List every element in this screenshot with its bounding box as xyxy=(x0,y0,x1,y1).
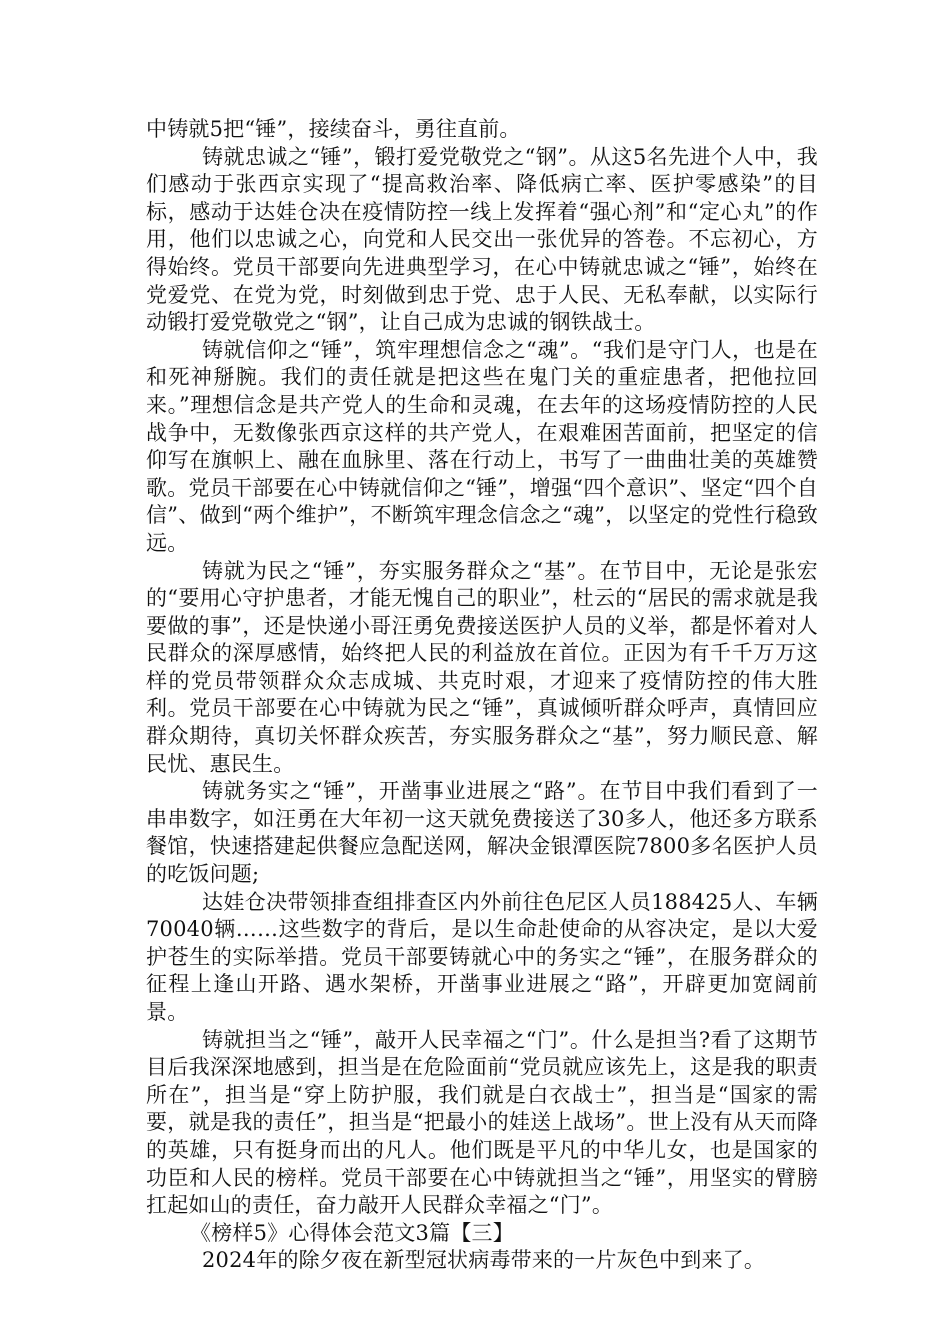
paragraph-dawa-cangjue: 达娃仓决带领排查组排查区内外前往色尼区人员188425人、车辆70040辆……这些数字的背后，是以生命赴使命的从容决定，是以大爱护苍生的实际举措。党员干部要铸就心中的务实之“锤”，在服务群众的征程上逢山开路、遇水架桥，开凿事业进展之“路”，开辟更加宽阔前景。 xyxy=(146,889,818,1024)
paragraph-pragmatic: 铸就务实之“锤”，开凿事业进展之“路”。在节目中我们看到了一串串数字，如汪勇在大年初一这天就免费接送了30多人，他还多方联系餐馆，快速搭建起供餐应急配送网，解决金银潭医院7800多名医护人员的吃饭问题; xyxy=(146,779,818,887)
document-body xyxy=(146,116,818,1275)
paragraph-continuation: 中铸就5把“锤”，接续奋斗，勇往直前。 xyxy=(146,117,521,141)
paragraph-serve-people: 铸就为民之“锤”，夯实服务群众之“基”。在节目中，无论是张宏的“要用心守护患者，才能无愧自己的职业”，杜云的“居民的需求就是我要做的事”，还是快递小哥汪勇免费接送医护人员的义举，都是怀着对人民群众的深厚感情，始终把人民的利益放在首位。正因为有千千万万这样的党员带领群众众志成城、共克时艰，才迎来了疫情防控的伟大胜利。党员干部要在心中铸就为民之“锤”，真诚倾听群众呼声，真情回应群众期待，真切关怀群众疾苦，夯实服务群众之“基”，努力顺民意、解民忧、惠民生。 xyxy=(146,558,818,776)
paragraph-responsibility: 铸就担当之“锤”，敲开人民幸福之“门”。什么是担当?看了这期节目后我深深地感到，担当是在危险面前“党员就应该先上，这是我的职责所在”，担当是“穿上防护服，我们就是白衣战士”，担当是“国家的需要，就是我的责任”，担当是“把最小的娃送上战场”。世上没有从天而降的英雄，只有挺身而出的凡人。他们既是平凡的中华儿女，也是国家的功臣和人民的榜样。党员干部要在心中铸就担当之“锤”，用坚实的臂膀扛起如山的责任，奋力敲开人民群众幸福之“门”。 xyxy=(146,1027,818,1218)
section-heading: 《榜样5》心得体会范文3篇【三】 xyxy=(190,1220,514,1245)
paragraph-loyalty: 铸就忠诚之“锤”，锻打爱党敬党之“钢”。从这5名先进个人中，我们感动于张西京实现了“提高救治率、降低病亡率、医护零感染”的目标，感动于达娃仓决在疫情防控一线上发挥着“强心剂”和“定心丸”的作用，他们以忠诚之心，向党和人民交出一张优异的答卷。不忘初心，方得始终。党员干部要向先进典型学习，在心中铸就忠诚之“锤”，始终在党爱党、在党为党，时刻做到忠于党、忠于人民、无私奉献，以实际行动锻打爱党敬党之“钢”，让自己成为忠诚的钢铁战士。 xyxy=(146,144,818,335)
paragraph-belief: 铸就信仰之“锤”，筑牢理想信念之“魂”。“我们是守门人，也是在和死神掰腕。我们的责任就是把这些在鬼门关的重症患者，把他拉回来。”理想信念是共产党人的生命和灵魂，在去年的这场疫情防控的人民战争中，无数像张西京这样的共产党人，在艰难困苦面前，把坚定的信仰写在旗帜上、融在血脉里、落在行动上，书写了一曲曲壮美的英雄赞歌。党员干部要在心中铸就信仰之“锤”，增强“四个意识”、坚定“四个自信”、做到“两个维护”，不断筑牢理念信念之“魂”，以坚定的党性行稳致远。 xyxy=(146,337,818,555)
paragraph-new-year-eve: 2024年的除夕夜在新型冠状病毒带来的一片灰色中到来了。 xyxy=(202,1248,766,1273)
